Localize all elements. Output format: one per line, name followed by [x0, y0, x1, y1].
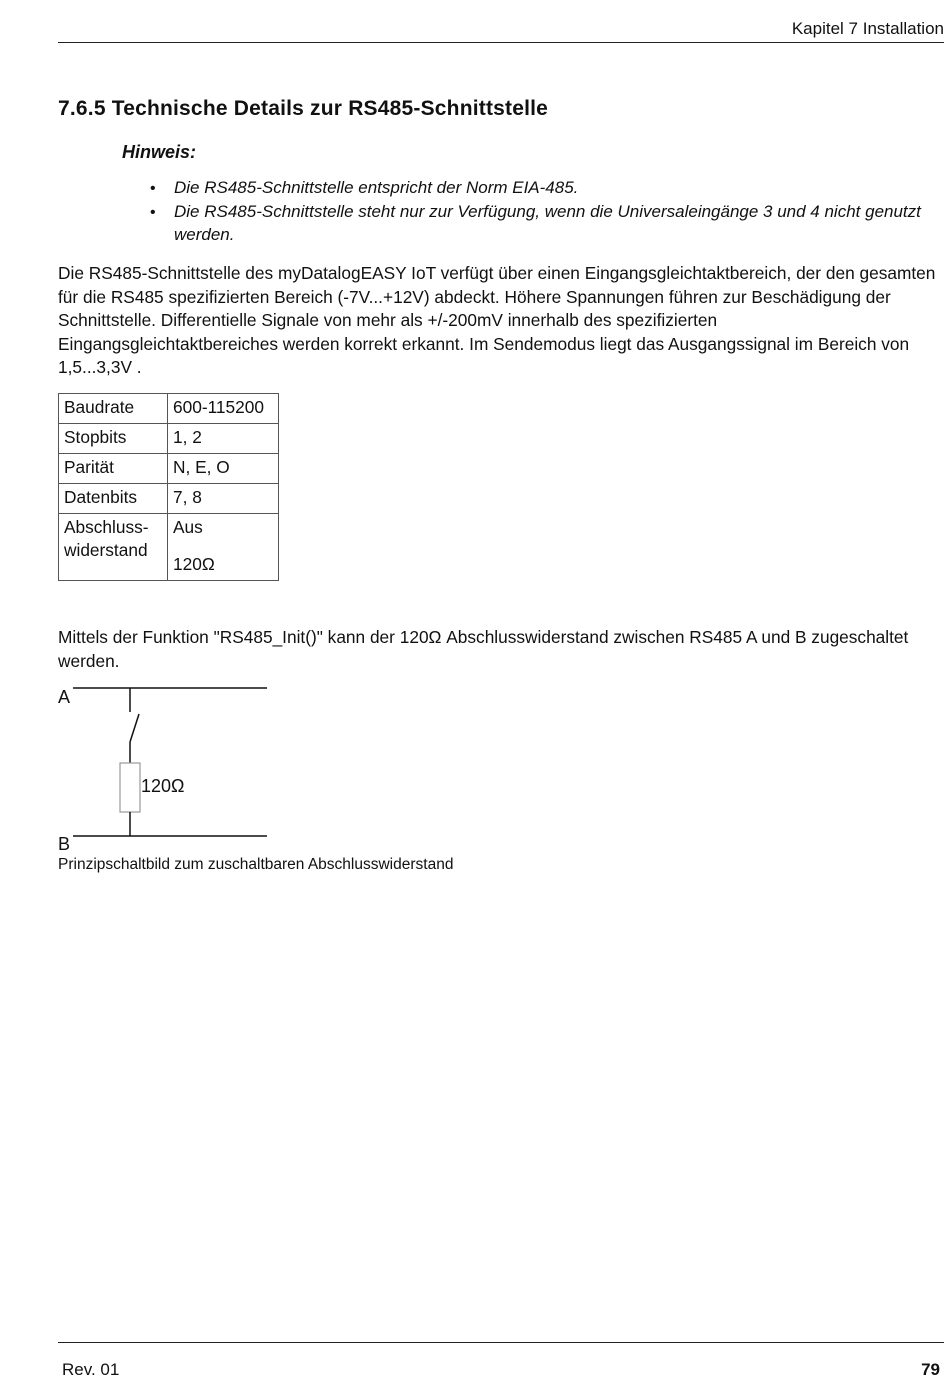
footer-divider	[58, 1342, 944, 1343]
table-value: N, E, O	[168, 454, 279, 484]
figure-caption: Prinzipschaltbild zum zuschaltbaren Abschlusswiderstand	[58, 856, 454, 873]
table-row	[59, 394, 279, 424]
table-row	[59, 424, 279, 454]
revision-label: Rev. 01	[62, 1360, 120, 1379]
note-label: Hinweis:	[122, 142, 197, 162]
note-item: • Die RS485-Schnittstelle steht nur zur Verfügung, wenn die Universaleingänge 3 und 4 nicht genutzt werden.	[148, 200, 928, 247]
label-a: A	[58, 687, 71, 707]
table-key: Baudrate	[59, 394, 168, 424]
table-value: Aus	[173, 517, 203, 537]
page-number: 79	[921, 1360, 940, 1379]
body-paragraph-2: Mittels der Funktion "RS485_Init()" kann der 120Ω Abschlusswiderstand zwischen RS485 A und B zugeschaltet werden.	[58, 627, 909, 671]
label-b: B	[58, 834, 71, 854]
table-key: Parität	[59, 454, 168, 484]
table-value: 600-115200	[168, 394, 279, 424]
header-divider	[58, 42, 944, 43]
resistor-icon	[120, 763, 140, 812]
table-key: Stopbits	[59, 424, 168, 454]
table-value-alt: 120Ω	[173, 554, 215, 574]
termination-circuit-diagram	[55, 684, 275, 844]
switch-icon	[130, 714, 139, 742]
chapter-header: Kapitel 7 Installation	[791, 19, 944, 38]
table-value: 7, 8	[168, 484, 279, 514]
spec-table	[58, 393, 279, 581]
table-row	[59, 454, 279, 484]
table-row	[59, 484, 279, 514]
section-title: 7.6.5 Technische Details zur RS485-Schnittstelle	[58, 97, 549, 120]
table-value-cell	[168, 514, 279, 581]
table-value: 1, 2	[168, 424, 279, 454]
table-key: Datenbits	[59, 484, 168, 514]
table-row	[59, 514, 279, 581]
table-key: Abschluss- widerstand	[59, 514, 168, 581]
note-list	[148, 176, 928, 247]
resistor-label: 120Ω	[141, 776, 185, 796]
note-item: • Die RS485-Schnittstelle entspricht der Norm EIA-485.	[148, 176, 928, 200]
body-paragraph: Die RS485-Schnittstelle des myDatalogEASY IoT verfügt über einen Eingangsgleichtaktbereich, der den gesamten für die RS485 spezifizierten Bereich (-7V...+12V) abdeckt. Höhere Spannungen führen zur Beschädigung der Schnittstelle. Differentielle Signale von mehr als +/-200mV innerhalb des spezifizierten Eingangsgleichtaktbereiches werden korrekt erkannt. Im Sendemodus liegt das Ausgangssignal im Bereich von 1,5...3,3V .	[58, 263, 936, 377]
